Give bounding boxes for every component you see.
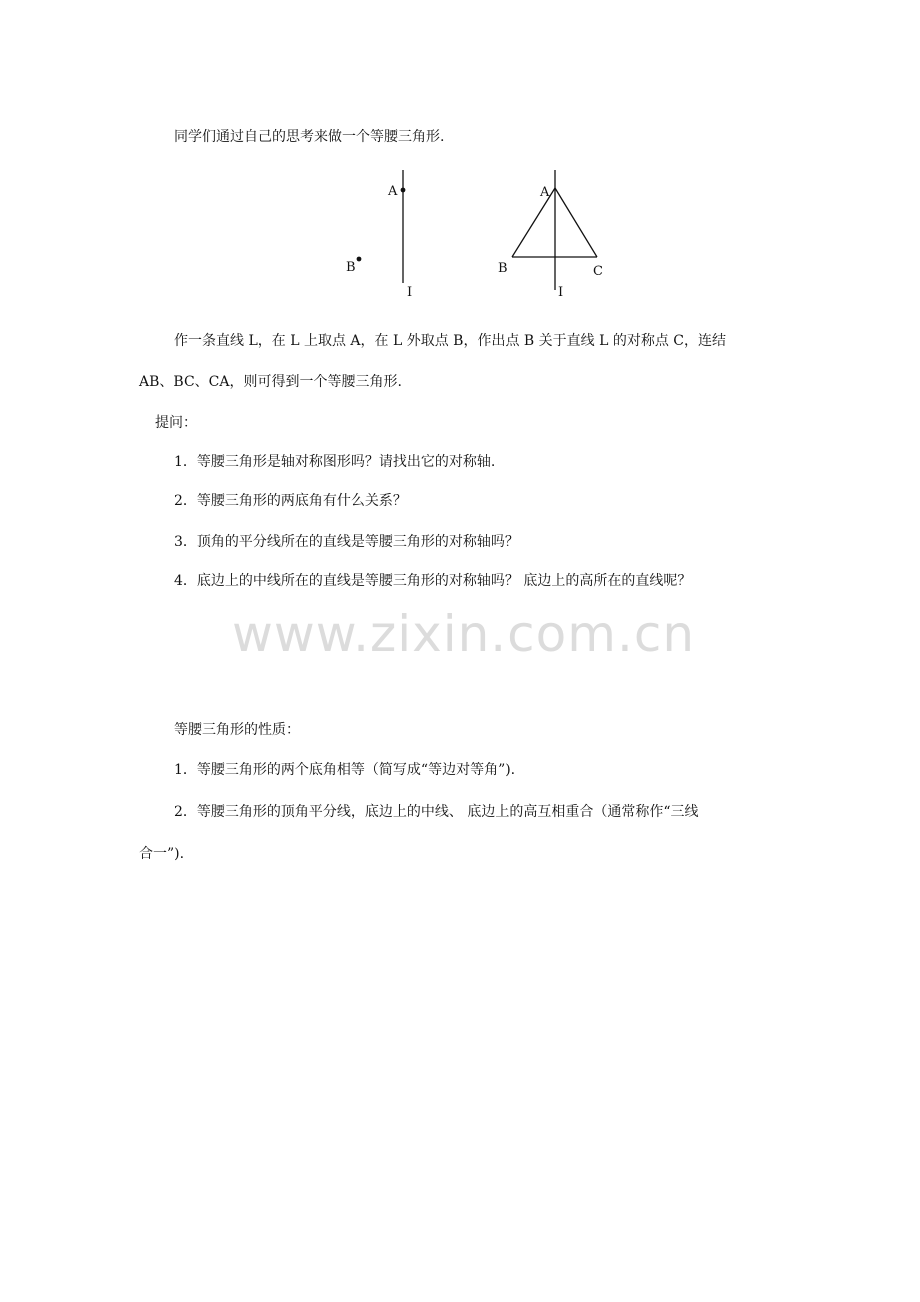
question-item-3: 3．顶角的平分线所在的直线是等腰三角形的对称轴吗？ [174,534,519,550]
right-label-b: B [498,261,508,276]
left-point-b [357,257,362,262]
watermark-text: www.zixin.com.cn [232,605,696,663]
side-ac [555,188,597,257]
intro-text: 同学们通过自己的思考来做一个等腰三角形. [174,129,445,145]
property-item-1: 1．等腰三角形的两个底角相等（简写成“等边对等角”). [174,762,516,778]
construction-line-1: 作一条直线 L，在 L 上取点 A，在 L 外取点 B，作出点 B 关于直线 L 的对称点 C，连结 [174,333,726,349]
right-label-l: I [558,285,564,300]
left-point-a [401,188,406,193]
construction-line-2: AB、BC、CA，则可得到一个等腰三角形. [139,374,402,390]
question-item-2: 2．等腰三角形的两底角有什么关系？ [174,493,407,509]
questions-heading: 提问： [155,415,197,431]
figure-svg [330,165,630,305]
left-label-a: A [388,184,398,199]
question-item-1: 1．等腰三角形是轴对称图形吗？请找出它的对称轴. [174,454,496,470]
property-item-2-line-1: 2．等腰三角形的顶角平分线，底边上的中线、 底边上的高互相重合（通常称作“三线 [174,804,699,820]
properties-heading: 等腰三角形的性质： [174,722,300,738]
left-label-b: B [346,260,356,275]
property-item-2-line-2: 合一”). [139,846,185,862]
right-label-c: C [593,264,603,279]
left-label-l: I [407,285,413,300]
question-item-4: 4．底边上的中线所在的直线是等腰三角形的对称轴吗？ 底边上的高所在的直线呢？ [174,573,692,589]
right-label-a: A [540,185,550,200]
construction-figure [330,165,630,305]
